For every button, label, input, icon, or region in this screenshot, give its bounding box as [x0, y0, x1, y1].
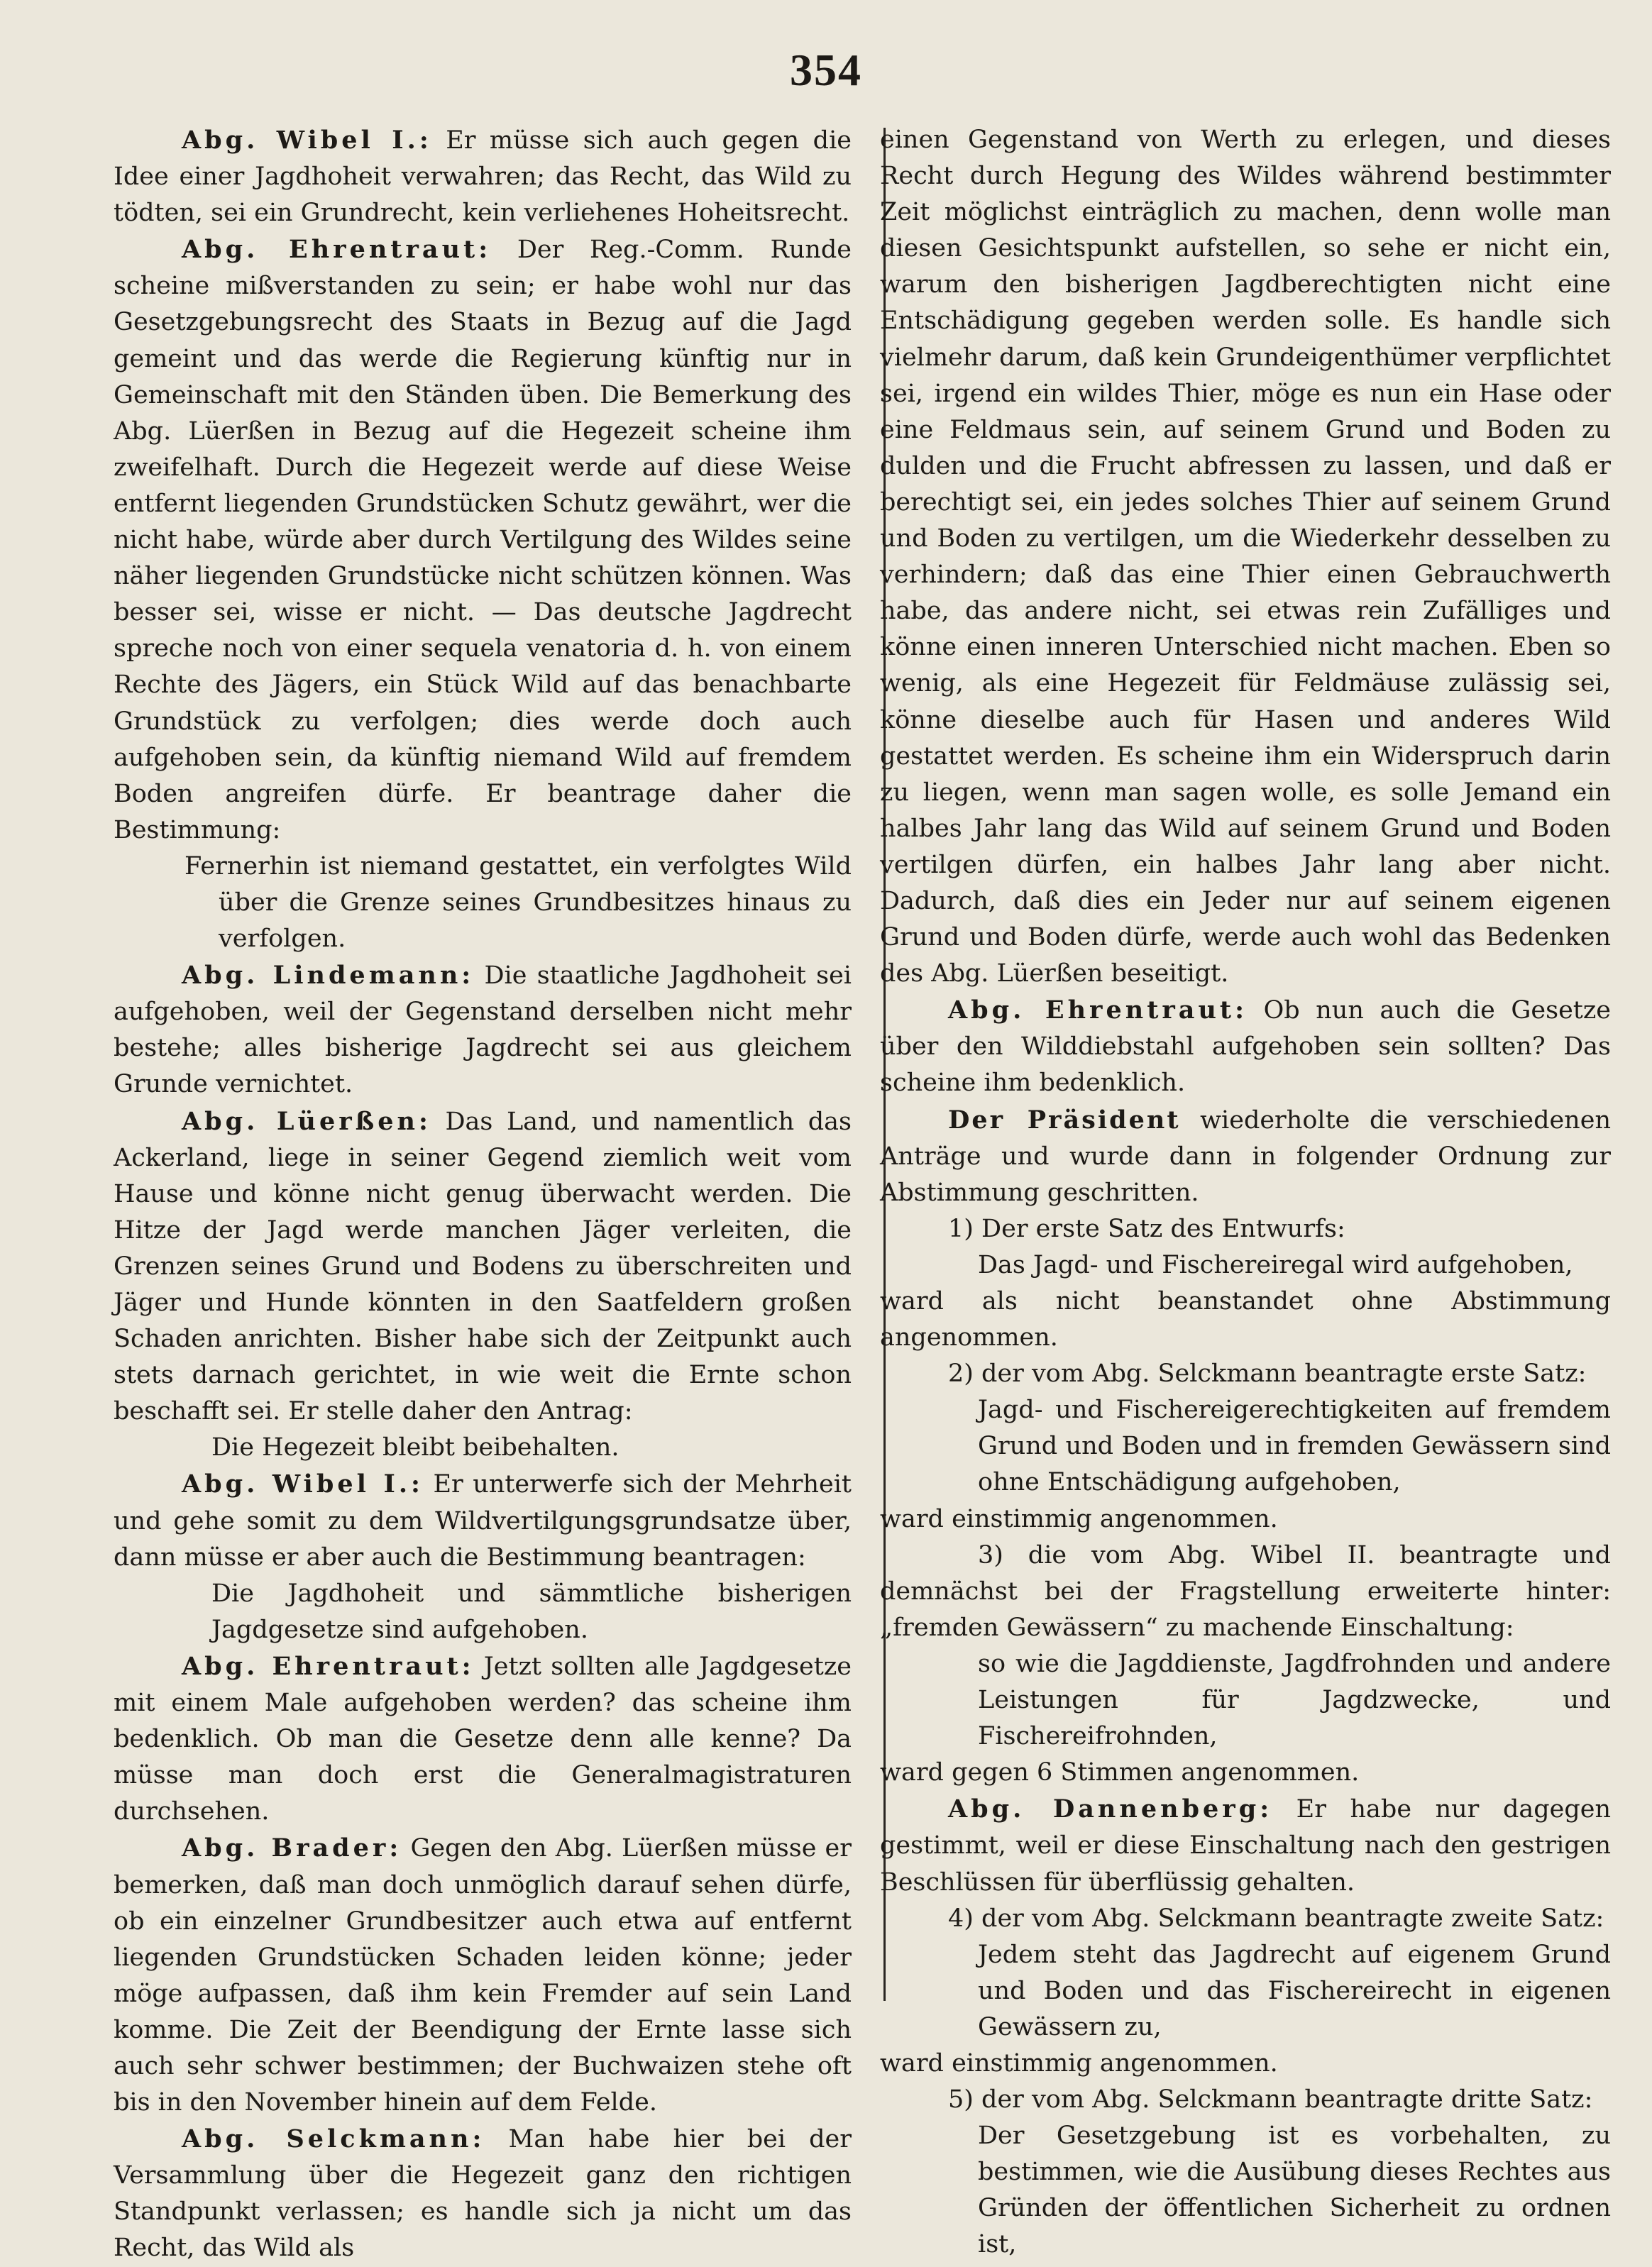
paragraph — [114, 1103, 852, 1430]
vote-result: ward gegen 6 Stimmen angenommen. — [880, 1758, 1360, 1787]
vote-item: 2) der vom Abg. Selckmann beantragte erste Satz: — [948, 1359, 1587, 1389]
paragraph — [114, 231, 852, 849]
paragraph — [114, 2121, 852, 2266]
speaker-name: Abg. Brader: — [182, 1833, 402, 1863]
speaker-name: Abg. Dannenberg: — [948, 1794, 1273, 1824]
paragraph-text: Der Reg.-Comm. Runde scheine mißverstanden zu sein; er habe wohl nur das Gesetzgebungsrecht des Staats in Bezug auf die Jagd gemeint und das werde die Regierung künftig nur in Gemeinschaft mit den Ständen üben. Die Bemerkung des Abg. Lüerßen in Bezug auf die Hegezeit scheine ihm zweifelhaft. Durch die Hegezeit werde auf diese Weise entfernt liegenden Grundstücken Schutz gewährt, wer die nicht habe, würde aber durch Vertilgung des Wildes seine näher liegenden Grundstücke nicht schützen können. Was besser sei, wisse er nicht. — Das deutsche Jagdrecht spreche noch von einer sequela venatoria d. h. von einem Rechte des Jägers, ein Stück Wild auf das benachbarte Grundstück zu verfolgen; dies werde doch auch aufgehoben sein, da künftig niemand Wild auf fremdem Boden angreifen dürfe. Er beantrage daher die Bestimmung: — [114, 236, 852, 844]
motion-quote: Der Gesetzgebung ist es vorbehalten, zu bestimmen, wie die Ausübung dieses Rechtes aus Gründen der öffentlichen Sicherheit zu ordnen ist, — [978, 2122, 1611, 2259]
speaker-name: Abg. Wibel I.: — [182, 1469, 424, 1499]
speaker-name: Abg. Ehrentraut: — [948, 995, 1248, 1025]
paragraph-text: Er unterwerfe sich der Mehrheit und gehe somit zu dem Wildvertilgungsgrundsatze über, dann müsse er aber auch die Bestimmung beantragen: — [114, 1470, 852, 1572]
vote-item: 5) der vom Abg. Selckmann beantragte dritte Satz: — [948, 2085, 1593, 2114]
paragraph — [114, 957, 852, 1103]
vote-result: ward als nicht beanstandet ohne Abstimmung angenommen. — [880, 1287, 1611, 1352]
paragraph-text: Gegen den Abg. Lüerßen müsse er bemerken, daß man doch unmöglich darauf sehen dürfe, ob ein einzelner Grundbesitzer auch etwa auf entfernt liegenden Grundstücken Schaden leiden könne; jeder möge aufpassen, daß ihm kein Fremder auf sein Land komme. Die Zeit der Beendigung der Ernte lasse sich auch sehr schwer bestimmen; der Buchwaizen stehe oft bis in den November hinein auf dem Felde. — [114, 1834, 852, 2117]
vote-item: 3) die vom Abg. Wibel II. beantragte und demnächst bei der Fragstellung erweiterte hinter: „fremden Gewässern“ zu machende Einschaltung: — [880, 1540, 1611, 1642]
speaker-name: Abg. Lüerßen: — [182, 1106, 431, 1136]
paragraph-text: Das Land, und namentlich das Ackerland, liege in seiner Gegend ziemlich weit vom Hause und könne nicht genug überwacht werden. Die Hitze der Jagd werde manchen Jäger verleiten, die Grenzen seines Grund und Bodens zu überschreiten und Jäger und Hunde könnten in den Saatfeldern großen Schaden anrichten. Bisher habe sich der Zeitpunkt auch stets darnach gerichtet, in wie weit die Ernte schon beschafft sei. Er stelle daher den Antrag: — [114, 1107, 852, 1426]
motion-quote: Die Jagdhoheit und sämmtliche bisherigen Jagdgesetze sind aufgehoben. — [211, 1579, 852, 1644]
speaker-name: Abg. Ehrentraut: — [182, 1651, 475, 1681]
paragraph-text: Er habe nur dagegen gestimmt, weil er diese Einschaltung nach den gestrigen Beschlüssen für überflüssig gehalten. — [880, 1795, 1611, 1897]
page-number: 354 — [790, 45, 862, 95]
motion-quote: Die Hegezeit bleibt beibehalten. — [211, 1433, 620, 1462]
paragraph — [114, 1648, 852, 1830]
speaker-name: Der Präsident — [948, 1105, 1181, 1135]
paragraph — [114, 1830, 852, 2121]
speaker-name: Abg. Ehrentraut: — [182, 235, 492, 265]
motion-quote: so wie die Jagddienste, Jagdfrohnden und andere Leistungen für Jagdzwecke, und Fischereifrohnden, — [978, 1649, 1611, 1751]
right-column — [880, 122, 1611, 2263]
vote-result: ward einstimmig angenommen. — [880, 2048, 1278, 2078]
left-column — [114, 122, 852, 2267]
paragraph — [114, 1466, 852, 1575]
speaker-name: Abg. Lindemann: — [182, 961, 475, 991]
paragraph-text: Ob nun auch die Gesetze über den Wilddiebstahl aufgehoben sein sollten? Das scheine ihm bedenklich. — [880, 996, 1611, 1098]
paragraph — [114, 122, 852, 231]
motion-quote: Jedem steht das Jagdrecht auf eigenem Grund und Boden und das Fischereirecht in eigenen Gewässern zu, — [978, 1940, 1611, 2041]
paragraph-text: Man habe hier bei der Versammlung über die Hegezeit ganz den richtigen Standpunkt verlassen; es handle sich ja nicht um das Recht, das Wild als — [114, 2125, 852, 2263]
paragraph-text: Jetzt sollten alle Jagdgesetze mit einem Male aufgehoben werden? das scheine ihm bedenklich. Ob man die Gesetze denn alle kenne? Da müsse man doch erst die Generalmagistraturen durchsehen. — [114, 1652, 852, 1826]
vote-result: ward einstimmig angenommen. — [880, 1504, 1278, 1533]
paragraph-continuation: einen Gegenstand von Werth zu erlegen, und dieses Recht durch Hegung des Wildes während bestimmter Zeit möglichst einträglich zu machen, denn wolle man diesen Gesichtspunkt aufstellen, so sehe er nicht ein, warum den bisherigen Jagdberechtigten nicht eine Entschädigung gegeben werden solle. Es handle sich vielmehr darum, daß kein Grundeigenthümer verpflichtet sei, irgend ein wildes Thier, möge es nun ein Hase oder eine Feldmaus sein, auf seinem Grund und Boden zu dulden und die Frucht abfressen zu lassen, und daß er berechtigt sei, ein jedes solches Thier auf seinem Grund und Boden zu vertilgen, um die Wiederkehr desselben zu verhindern; daß das eine Thier einen Gebrauchwerth habe, das andere nicht, sei etwas rein Zufälliges und könne einen inneren Unterschied nicht machen. Eben so wenig, als eine Hegezeit für Feldmäuse zulässig sei, könne dieselbe auch für Hasen und anderes Wild gestattet werden. Es scheine ihm ein Widerspruch darin zu liegen, wenn man sagen wolle, es solle Jemand ein halbes Jahr lang das Wild auf seinem Grund und Boden vertilgen dürfen, ein halbes Jahr lang aber nicht. Dadurch, daß dies ein Jeder nur auf seinem eigenen Grund und Boden dürfe, werde auch wohl das Bedenken des Abg. Lüerßen beseitigt. — [880, 126, 1611, 988]
paragraph-text: Er müsse sich auch gegen die Idee einer Jagdhoheit verwahren; das Recht, das Wild zu tödten, sei ein Grundrecht, kein verliehenes Hoheitsrecht. — [114, 126, 852, 228]
paragraph-text: Die staatliche Jagdhoheit sei aufgehoben, weil der Gegenstand derselben nicht mehr bestehe; alles bisherige Jagdrecht sei aus gleichem Grunde vernichtet. — [114, 961, 852, 1099]
paragraph — [880, 1791, 1611, 1900]
paragraph-text: wiederholte die verschiedenen Anträge und wurde dann in folgender Ordnung zur Abstimmung geschritten. — [880, 1105, 1611, 1207]
motion-quote: Fernerhin ist niemand gestattet, ein verfolgtes Wild über die Grenze seines Grundbesitzes hinaus zu verfolgen. — [185, 851, 852, 954]
speaker-name: Abg. Wibel I.: — [182, 126, 432, 155]
paragraph — [880, 1102, 1611, 1211]
vote-item: 1) Der erste Satz des Entwurfs: — [948, 1214, 1345, 1243]
speaker-name: Abg. Selckmann: — [182, 2124, 485, 2154]
motion-quote: Jagd- und Fischereigerechtigkeiten auf fremdem Grund und Boden und in fremden Gewässern sind ohne Entschädigung aufgehoben, — [978, 1396, 1611, 1497]
motion-quote: Das Jagd- und Fischereiregal wird aufgehoben, — [978, 1250, 1573, 1279]
vote-item: 4) der vom Abg. Selckmann beantragte zweite Satz: — [948, 1904, 1604, 1933]
paragraph — [880, 992, 1611, 1101]
